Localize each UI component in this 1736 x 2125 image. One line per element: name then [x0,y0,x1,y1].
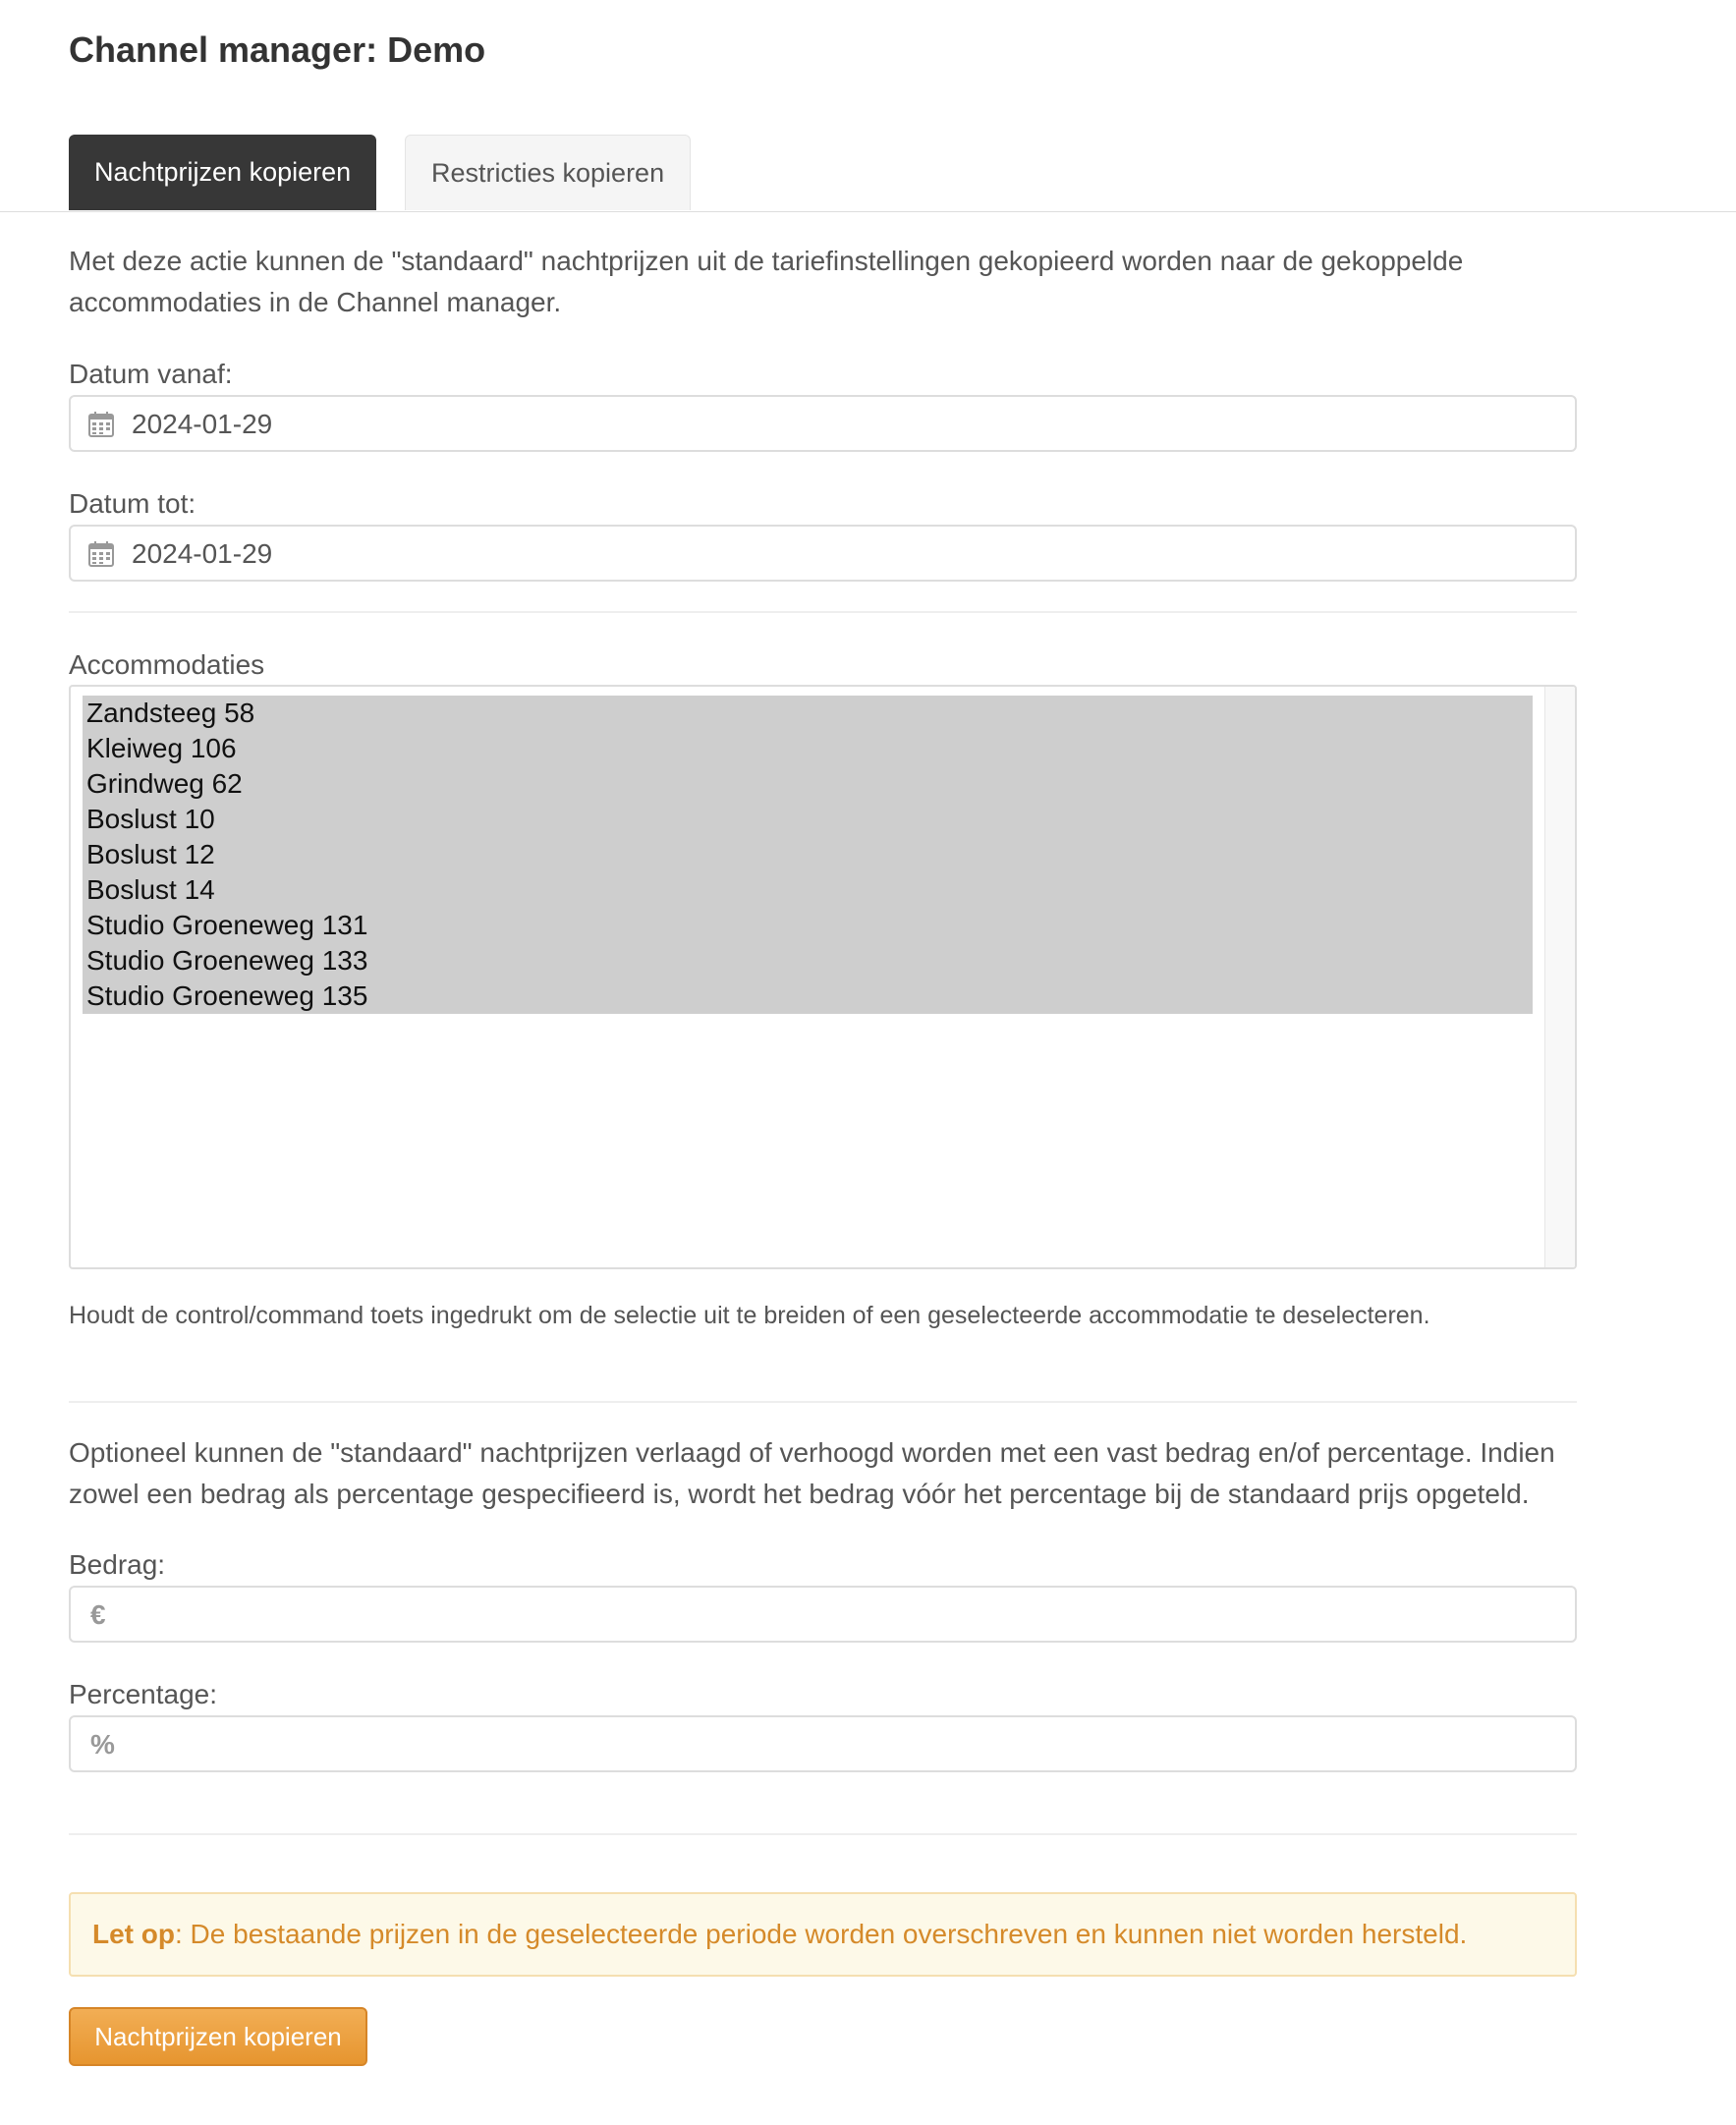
intro-text: Met deze actie kunnen de "standaard" nachtprijzen uit de tariefinstellingen gekopieerd worden naar de gekoppelde accommodaties in de Channel manager. [69,246,1464,317]
percent-icon: % [90,1729,115,1760]
warning-strong: Let op [92,1919,175,1949]
date-from-label: Datum vanaf: [69,359,233,389]
calendar-icon [88,412,114,437]
accommodations-options [83,696,1533,1014]
date-from-value: 2024-01-29 [132,409,273,439]
divider [69,1833,1577,1835]
accommodation-option[interactable]: Studio Groeneweg 133 [83,943,1533,979]
accommodation-option[interactable]: Boslust 10 [83,802,1533,837]
accommodation-option[interactable]: Boslust 14 [83,872,1533,908]
accommodation-option[interactable]: Grindweg 62 [83,766,1533,802]
accommodation-option[interactable]: Studio Groeneweg 135 [83,979,1533,1014]
warning-alert [69,1892,1577,1977]
tab-nachtprijzen-kopieren[interactable]: Nachtprijzen kopieren [69,135,376,210]
amount-input[interactable] [130,1594,1558,1637]
percentage-label: Percentage: [69,1679,217,1709]
warning-text: : De bestaande prijzen in de geselecteerde periode worden overschreven en kunnen niet worden hersteld. [175,1919,1468,1949]
date-to-value: 2024-01-29 [132,538,273,569]
selection-help-text: Houdt de control/command toets ingedrukt om de selectie uit te breiden of een geselecteerde accommodatie te deselecteren. [69,1302,1430,1329]
date-to-field[interactable] [69,525,1577,582]
accommodations-select[interactable] [69,685,1577,1269]
divider [69,611,1577,613]
accommodation-option[interactable]: Zandsteeg 58 [83,696,1533,731]
accommodation-option[interactable]: Boslust 12 [83,837,1533,872]
copy-prices-button[interactable]: Nachtprijzen kopieren [69,2007,367,2066]
amount-label: Bedrag: [69,1549,166,1580]
optional-text: Optioneel kunnen de "standaard" nachtprijzen verlaagd of verhoogd worden met een vast bedrag en/of percentage. Indien zowel een bedrag als percentage gespecifieerd is, wordt het bedrag vóór het percentage bij de standaard prijs opgeteld. [69,1437,1555,1509]
page-title: Channel manager: Demo [69,29,486,70]
calendar-icon [88,541,114,567]
listbox-scrollbar[interactable] [1544,687,1575,1267]
divider [69,1401,1577,1403]
percentage-field[interactable] [69,1715,1577,1772]
accommodations-label: Accommodaties [69,649,265,680]
euro-icon: € [90,1599,106,1630]
accommodation-option[interactable]: Kleiweg 106 [83,731,1533,766]
amount-field[interactable] [69,1586,1577,1643]
percentage-input[interactable] [130,1723,1558,1766]
tab-bar [0,135,1736,212]
date-from-field[interactable] [69,395,1577,452]
accommodation-option[interactable]: Studio Groeneweg 131 [83,908,1533,943]
date-to-label: Datum tot: [69,488,196,519]
tab-restricties-kopieren[interactable]: Restricties kopieren [405,135,691,210]
